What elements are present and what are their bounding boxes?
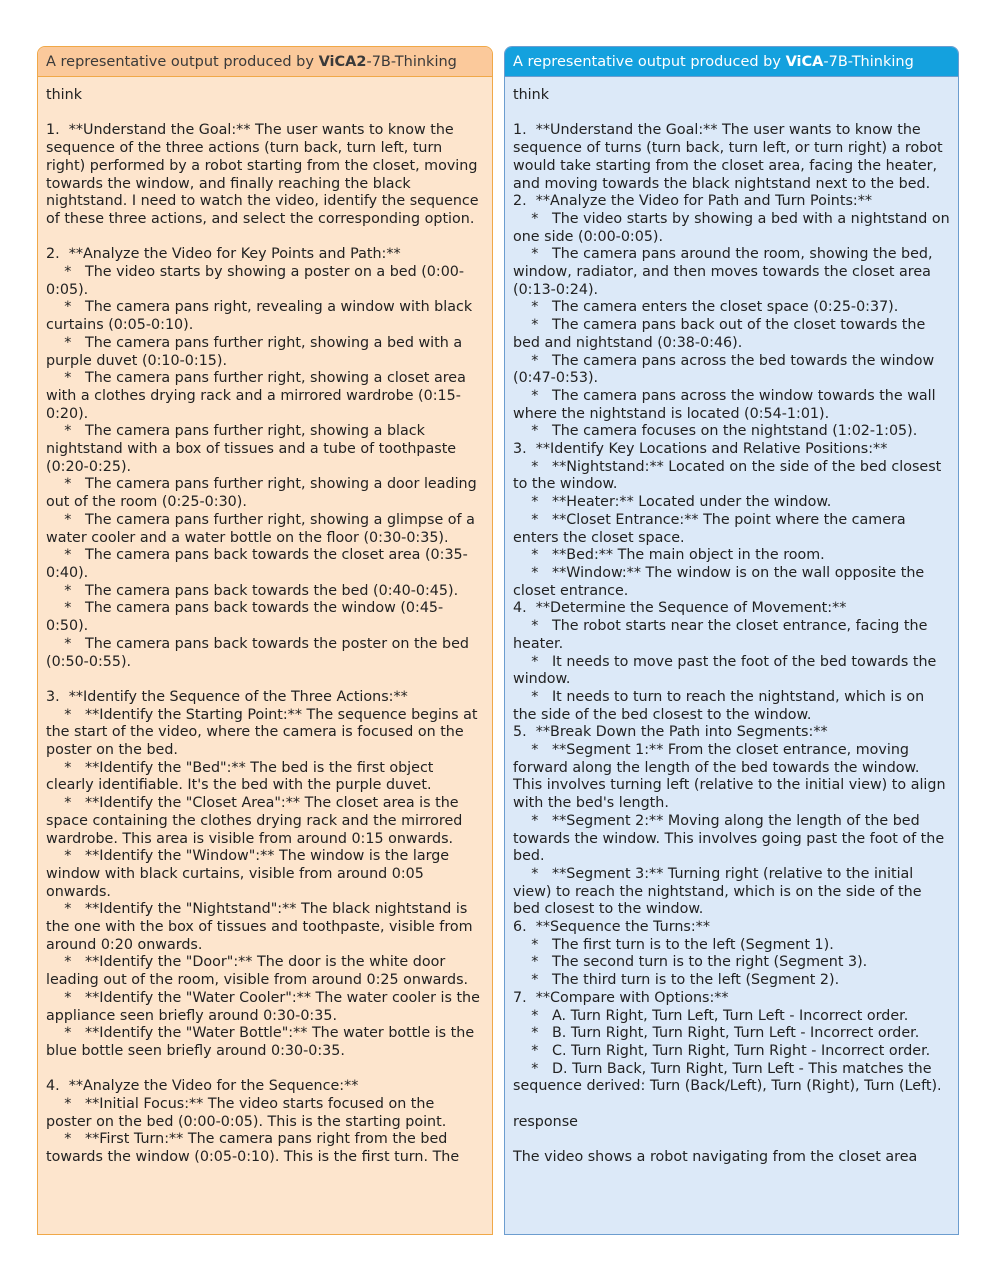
vica-header-prefix: A representative output produced by bbox=[513, 54, 786, 70]
vica2-header-suffix: -7B-Thinking bbox=[366, 54, 457, 70]
vica-output-text: think 1. **Understand the Goal:** The user wants to know the sequence of turns (turn back, turn left, or turn right) a robot would take starting from the closet area, facing the heater, and moving towards the black nightstand next to the bed. 2. **Analyze the Video for Path and Turn Points:** * The video starts by showing a bed with a nightstand on one side (0:00-0:05). * The camera pans around the room, showing the bed, window, radiator, and then moves towards the closet area (0:13-0:24). * The camera enters the closet space (0:25-0:37). * The camera pans back out of the closet towards the bed and nightstand (0:38-0:46). * The camera pans across the bed towards the window (0:47-0:53). * The camera pans across the window towards the wall where the nightstand is located (0:54-1:01). * The camera focuses on the nightstand (1:02-1:05). 3. **Identify Key Locations and Relative Positions:** * **Nightstand:** Located on the side of the bed closest to the window. * **Heater:** Located under the window. * **Closet Entrance:** The point where the camera enters the closet space. * **Bed:** The main object in the room. * **Window:** The window is on the wall opposite the closet entrance. 4. **Determine the Sequence of Movement:** * The robot starts near the closet entrance, facing the heater. * It needs to move past the foot of the bed towards the window. * It needs to turn to reach the nightstand, which is on the side of the bed closest to the window. 5. **Break Down the Path into Segments:** * **Segment 1:** From the closet entrance, moving forward along the length of the bed towards the window. This involves turning left (relative to the initial view) to align with the bed's length. * **Segment 2:** Moving along the length of the bed towards the window. This involves going past the foot of the bed. * **Segment 3:** Turning right (relative to the initial view) to reach the nightstand, which is on the side of the bed closest to the window. 6. **Sequence the Turns:** * The first turn is to the left (Segment 1). * The second turn is to the right (Segment 3). * The third turn is to the left (Segment 2). 7. **Compare with Options:** * A. Turn Right, Turn Left, Turn Left - Incorrect order. * B. Turn Right, Turn Right, Turn Left - Incorrect order. * C. Turn Right, Turn Right, Turn Right - Incorrect order. * D. Turn Back, Turn Right, Turn Left - This matches the sequence derived: Turn (Back/Left), Turn (Right), Turn (Left). response The video shows a robot navigating from the closet area bbox=[513, 87, 950, 1166]
vica2-output-text: think 1. **Understand the Goal:** The user wants to know the sequence of the three actions (turn back, turn left, turn right) performed by a robot starting from the closet, moving towards the window, and finally reaching the black nightstand. I need to watch the video, identify the sequence of these three actions, and select the corresponding option. 2. **Analyze the Video for Key Points and Path:** * The video starts by showing a poster on a bed (0:00-0:05). * The camera pans right, revealing a window with black curtains (0:05-0:10). * The camera pans further right, showing a bed with a purple duvet (0:10-0:15). * The camera pans further right, showing a closet area with a clothes drying rack and a mirrored wardrobe (0:15-0:20). * The camera pans further right, showing a black nightstand with a box of tissues and a tube of toothpaste (0:20-0:25). * The camera pans further right, showing a door leading out of the room (0:25-0:30). * The camera pans further right, showing a glimpse of a water cooler and a water bottle on the floor (0:30-0:35). * The camera pans back towards the closet area (0:35-0:40). * The camera pans back towards the bed (0:40-0:45). * The camera pans back towards the window (0:45-0:50). * The camera pans back towards the poster on the bed (0:50-0:55). 3. **Identify the Sequence of the Three Actions:** * **Identify the Starting Point:** The sequence begins at the start of the video, where the camera is focused on the poster on the bed. * **Identify the "Bed":** The bed is the first object clearly identifiable. It's the bed with the purple duvet. * **Identify the "Closet Area":** The closet area is the space containing the clothes drying rack and the mirrored wardrobe. This area is visible from around 0:15 onwards. * **Identify the "Window":** The window is the large window with black curtains, visible from around 0:05 onwards. * **Identify the "Nightstand":** The black nightstand is the one with the box of tissues and toothpaste, visible from around 0:20 onwards. * **Identify the "Door":** The door is the white door leading out of the room, visible from around 0:25 onwards. * **Identify the "Water Cooler":** The water cooler is the appliance seen briefly around 0:30-0:35. * **Identify the "Water Bottle":** The water bottle is the blue bottle seen briefly around 0:30-0:35. 4. **Analyze the Video for the Sequence:** * **Initial Focus:** The video starts focused on the poster on the bed (0:00-0:05). This is the starting point. * **First Turn:** The camera pans right from the bed towards the window (0:05-0:10). This is the first turn. The bbox=[46, 87, 480, 1166]
vica2-header-prefix: A representative output produced by bbox=[46, 54, 319, 70]
vica2-panel-header bbox=[38, 47, 492, 77]
vica-header-model: ViCA bbox=[785, 54, 824, 70]
vica-output-panel bbox=[504, 46, 959, 1235]
vica-panel-header bbox=[505, 47, 958, 77]
vica2-panel-body bbox=[38, 77, 492, 1167]
vica2-header-model: ViCA2 bbox=[318, 54, 367, 70]
vica-header-suffix: -7B-Thinking bbox=[823, 54, 914, 70]
vica2-output-panel bbox=[37, 46, 493, 1235]
vica-panel-body bbox=[505, 77, 958, 1167]
